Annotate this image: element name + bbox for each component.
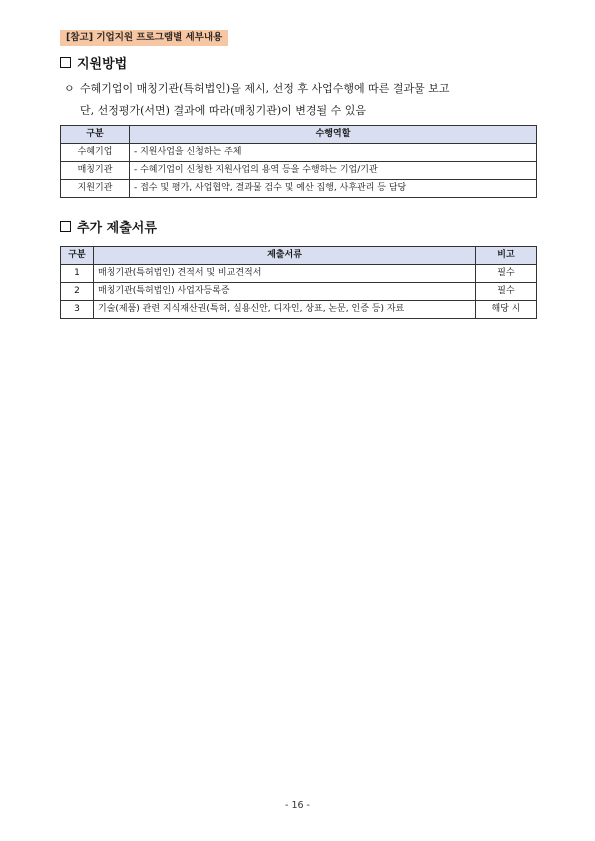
table-row (61, 283, 537, 301)
table-cell: - 지원사업을 신청하는 주체 (130, 144, 537, 162)
section-title-additional-docs (60, 220, 157, 238)
bullet-line-2: 단, 선정평가(서면) 결과에 따라(매칭기관)이 변경될 수 있음 (80, 104, 367, 117)
table-cell: 매칭기관(특허법인) 견적서 및 비교견적서 (94, 265, 476, 283)
table-cell: - 수혜기업이 신청한 지원사업의 용역 등을 수행하는 기업/기관 (130, 162, 537, 180)
section-title-text: 추가 제출서류 (77, 221, 157, 236)
table-cell: 해당 시 (476, 301, 537, 319)
table-row (61, 144, 537, 162)
support-method-bullet (64, 78, 534, 122)
table-cell: 1 (61, 265, 94, 283)
documents-table (60, 246, 537, 319)
section-title-text: 지원방법 (77, 57, 128, 72)
table-row (61, 162, 537, 180)
table-header-row (61, 126, 537, 144)
table-header-cell: 제출서류 (94, 247, 476, 265)
table-row (61, 180, 537, 198)
table-header-cell: 비고 (476, 247, 537, 265)
table-cell: 3 (61, 301, 94, 319)
reference-tag: [참고] 기업지원 프로그램별 세부내용 (60, 30, 228, 46)
table-cell: 기술(제품) 관련 지식재산권(특허, 실용신안, 디자인, 상표, 논문, 인증 등) 자료 (94, 301, 476, 319)
table-cell: - 접수 및 평가, 사업협약, 결과물 검수 및 예산 집행, 사후관리 등 담당 (130, 180, 537, 198)
roles-table (60, 125, 537, 198)
table-row (61, 265, 537, 283)
table-cell: 매칭기관 (61, 162, 130, 180)
table-cell: 필수 (476, 265, 537, 283)
table-cell: 필수 (476, 283, 537, 301)
checkbox-square-icon (60, 221, 71, 232)
table-row (61, 301, 537, 319)
table-header-cell: 수행역할 (130, 126, 537, 144)
table-cell: 지원기관 (61, 180, 130, 198)
table-header-row (61, 247, 537, 265)
table-cell: 매칭기관(특허법인) 사업자등록증 (94, 283, 476, 301)
checkbox-square-icon (60, 57, 71, 68)
section-title-support-method (60, 56, 127, 74)
bullet-mark: ㅇ (64, 82, 75, 95)
bullet-line-1: 수혜기업이 매칭기관(특허법인)을 제시, 선정 후 사업수행에 따른 결과물 보고 (80, 82, 450, 95)
table-header-cell: 구분 (61, 247, 94, 265)
page-number: - 16 - (285, 800, 310, 811)
table-header-cell: 구분 (61, 126, 130, 144)
table-cell: 수혜기업 (61, 144, 130, 162)
table-cell: 2 (61, 283, 94, 301)
